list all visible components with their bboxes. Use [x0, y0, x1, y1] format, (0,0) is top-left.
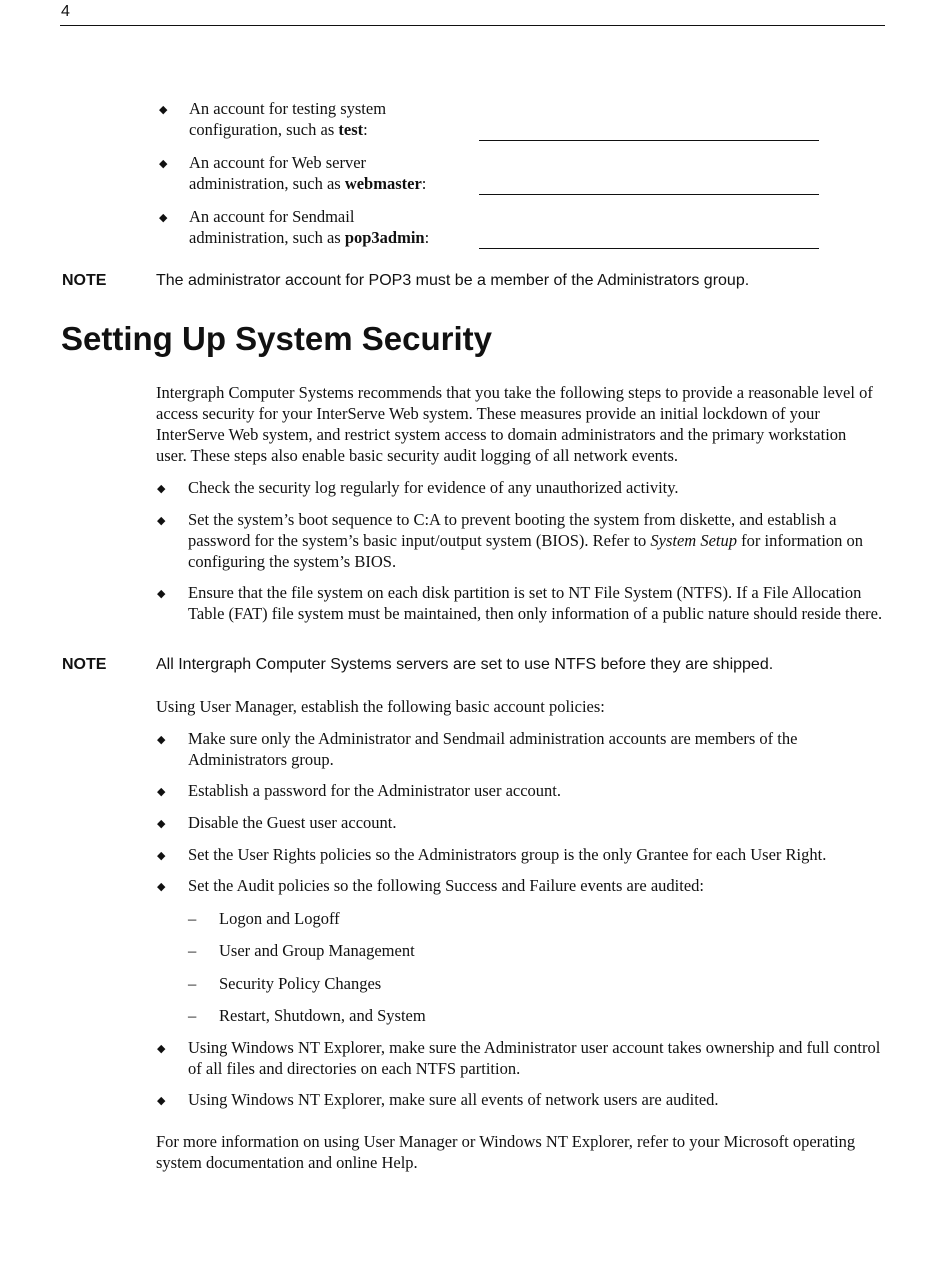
account-name: test: [338, 120, 364, 139]
list-item-text: [188, 509, 888, 572]
list-item-text: Set the Audit policies so the following Success and Failure events are audited:: [188, 876, 704, 895]
header-rule: [60, 25, 885, 26]
list-item-text: Ensure that the file system on each disk partition is set to NT File System (NTFS). If a File Allocation Table (FAT) file system must be maintained, then only information of a public nature should reside there.: [188, 583, 883, 623]
account-suffix: :: [421, 174, 427, 193]
intro-paragraph: Intergraph Computer Systems recommends that you take the following steps to provide a reasonable level of access security for your InterServe Web system. These measures provide an initial lockdown of your InterServe Web system, and restrict system access to domain administrators and the primary workstation user. These steps also enable basic security audit logging of all network events.: [156, 383, 873, 465]
list-item-text: Check the security log regularly for evidence of any unauthorized activity.: [188, 478, 679, 497]
account-line2-prefix: configuration, such as: [189, 120, 339, 139]
list-item-text: Using Windows NT Explorer, make sure all events of network users are audited.: [188, 1090, 719, 1109]
list-item-text: Using Windows NT Explorer, make sure the Administrator user account takes ownership and full control of all files and directories on each NTFS partition.: [188, 1038, 881, 1078]
fill-in-line: [479, 248, 819, 249]
document-reference: System Setup: [650, 531, 738, 550]
sub-list-item-text: Security Policy Changes: [219, 974, 382, 993]
bullet-icon: ◆: [157, 483, 166, 495]
bullet-icon: ◆: [157, 1043, 166, 1055]
dash-icon: –: [188, 941, 197, 960]
list-item-text: Establish a password for the Administrator user account.: [188, 781, 561, 800]
list-item-text: Set the User Rights policies so the Administrators group is the only Grantee for each User Right.: [188, 845, 827, 864]
account-description: [189, 152, 479, 194]
bullet-icon: ◆: [157, 734, 166, 746]
account-line2-prefix: administration, such as: [189, 174, 345, 193]
fill-in-line: [479, 140, 819, 141]
bullet-icon: ◆: [157, 850, 166, 862]
bullet-icon: ◆: [157, 515, 166, 527]
account-name: pop3admin: [344, 228, 425, 247]
account-suffix: :: [424, 228, 430, 247]
bullet-icon: ◆: [159, 212, 168, 224]
bullet-icon: ◆: [157, 881, 166, 893]
dash-icon: –: [188, 974, 197, 993]
account-description: [189, 206, 479, 248]
bullet-icon: ◆: [157, 588, 166, 600]
bullet-icon: ◆: [157, 1095, 166, 1107]
sub-list-item-text: Restart, Shutdown, and System: [219, 1006, 426, 1025]
dash-icon: –: [188, 1006, 197, 1025]
note-text: The administrator account for POP3 must be a member of the Administrators group.: [156, 272, 750, 289]
bullet-icon: ◆: [159, 104, 168, 116]
account-suffix: :: [363, 120, 368, 139]
fill-in-line: [479, 194, 819, 195]
account-line1: An account for Sendmail: [189, 207, 355, 226]
bullet-icon: ◆: [157, 818, 166, 830]
account-description: [189, 98, 479, 140]
text-run: Set the system’s boot sequence to C:A to prevent booting the system from diskette, and establish a password for the system’s basic input/output system (BIOS). Refer to: [188, 510, 837, 550]
dash-icon: –: [188, 909, 197, 928]
account-name: webmaster: [344, 174, 422, 193]
policies-intro: Using User Manager, establish the following basic account policies:: [156, 697, 605, 716]
account-line2-prefix: administration, such as: [189, 228, 345, 247]
closing-paragraph: For more information on using User Manager or Windows NT Explorer, refer to your Microsoft operating system documentation and online Help.: [156, 1132, 856, 1172]
section-heading: Setting Up System Security: [61, 320, 492, 357]
page-number: 4: [61, 3, 70, 20]
sub-list-item-text: Logon and Logoff: [219, 909, 340, 928]
bullet-icon: ◆: [157, 786, 166, 798]
list-item-text: Make sure only the Administrator and Sendmail administration accounts are members of the Administrators group.: [188, 729, 798, 769]
bullet-icon: ◆: [159, 158, 168, 170]
sub-list-item-text: User and Group Management: [219, 941, 415, 960]
text-run: for information on configuring the system’s BIOS.: [188, 531, 864, 571]
note-text: All Intergraph Computer Systems servers are set to use NTFS before they are shipped.: [156, 656, 774, 673]
list-item-text: Disable the Guest user account.: [188, 813, 397, 832]
account-line1: An account for testing system: [189, 99, 387, 118]
note-label: NOTE: [62, 656, 107, 673]
note-label: NOTE: [62, 272, 107, 289]
account-line1: An account for Web server: [189, 153, 367, 172]
